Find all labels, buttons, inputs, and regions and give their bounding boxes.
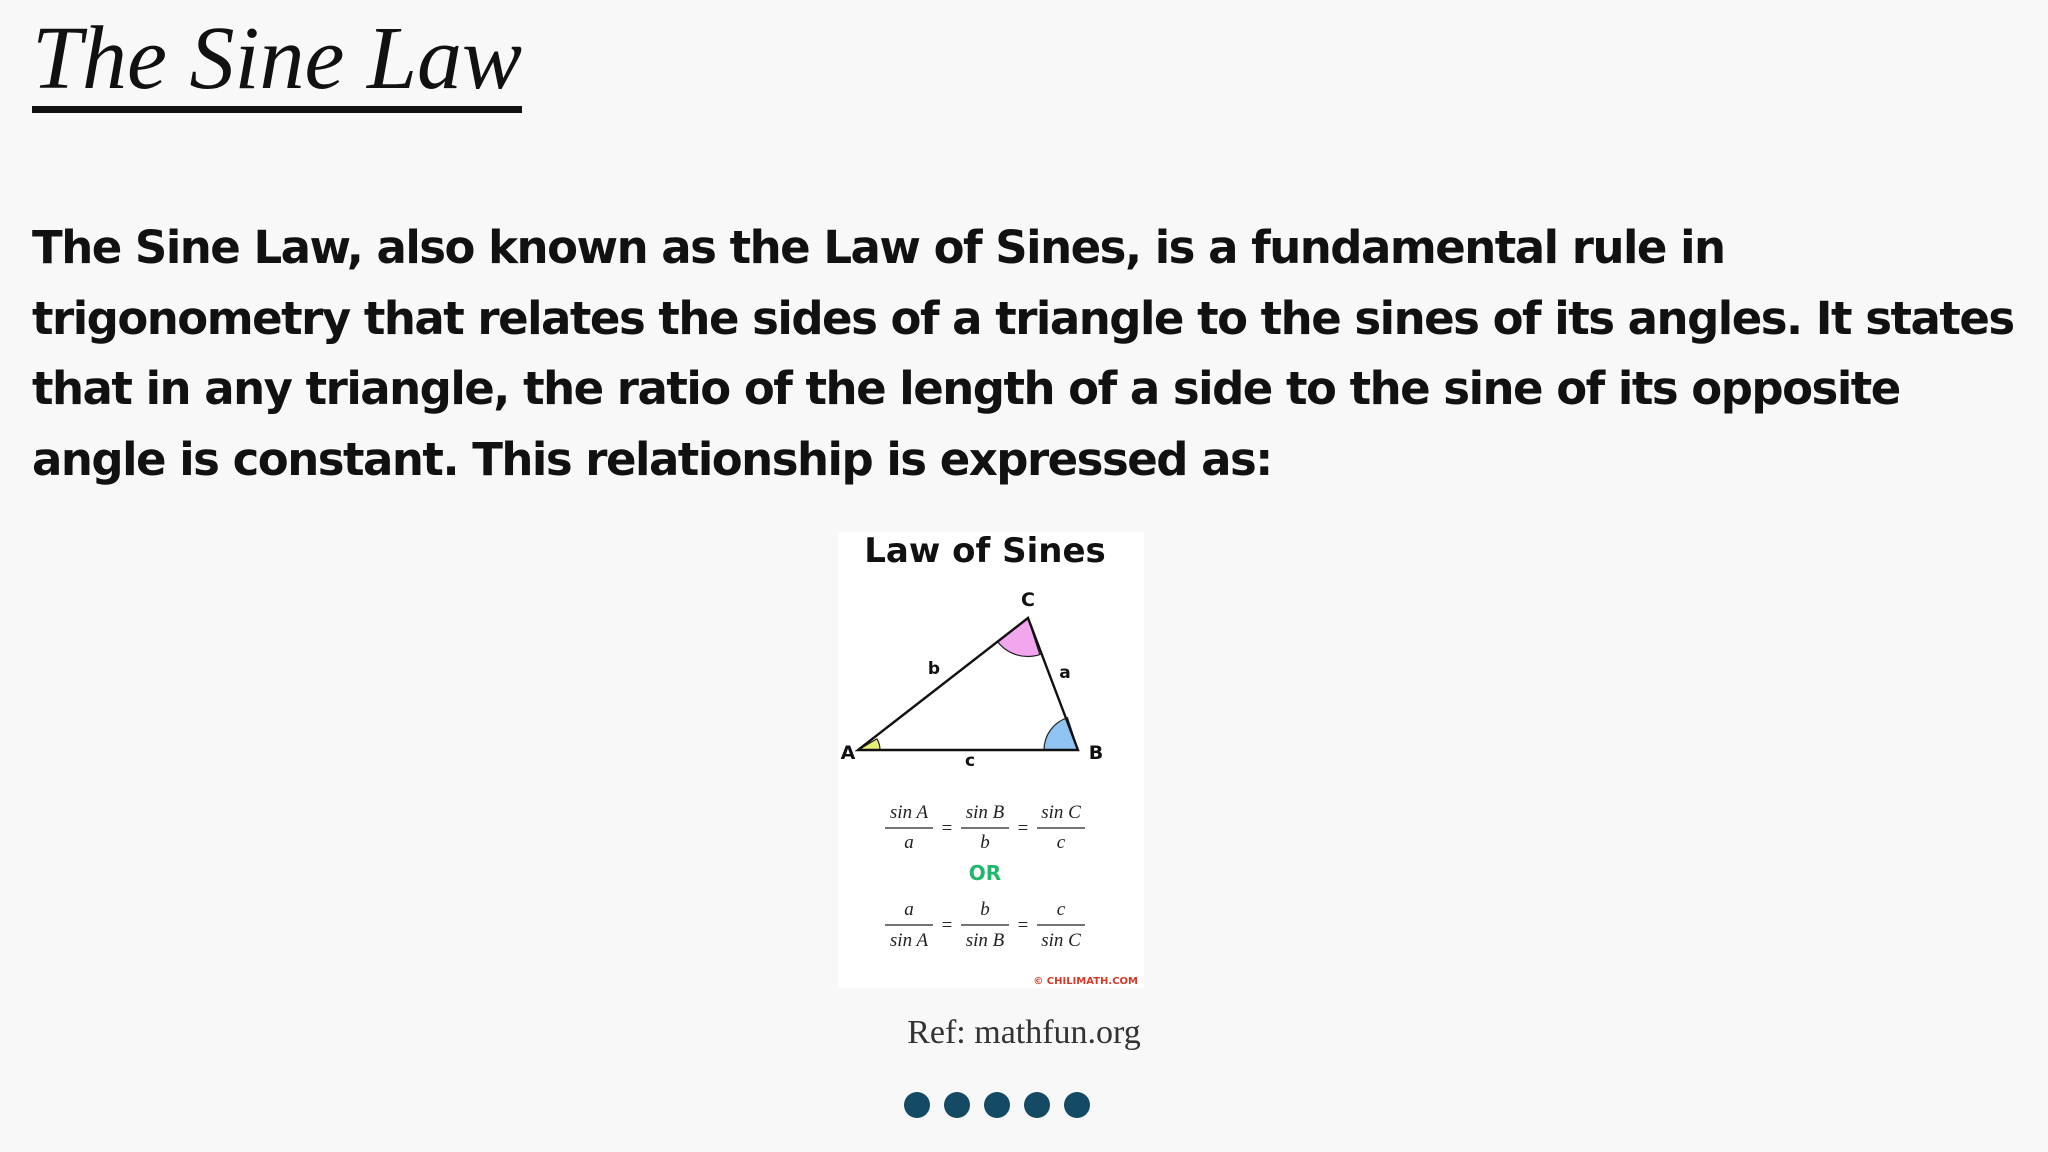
- slide-body-text: The Sine Law, also known as the Law of Sines, is a fundamental rule in trigonometry that relates the sides of a triangle to the sines of its angles. It states that in any triangle, the ratio of the length of a side to the sine of its opposite angle is constant. This relationship is expressed as:: [32, 221, 2014, 486]
- pagination-dots: [904, 1092, 1090, 1118]
- formula1-denominator-a: a: [904, 832, 914, 853]
- formula1-denominator-c: c: [1056, 832, 1066, 853]
- figure-credit: © CHILIMATH.COM: [1033, 976, 1138, 987]
- slide-title: The Sine Law: [32, 14, 522, 113]
- or-label: OR: [968, 861, 1002, 885]
- law-of-sines-figure: [838, 532, 1144, 988]
- vertex-a-label: A: [840, 742, 856, 764]
- side-c-label: c: [964, 751, 976, 771]
- page-dot[interactable]: [1024, 1092, 1050, 1118]
- triangle-shape: [858, 618, 1078, 750]
- formula2-denominator-c: sin C: [1041, 930, 1081, 951]
- vertex-b-label: B: [1088, 742, 1104, 764]
- formula2-numerator-c: c: [1056, 899, 1066, 920]
- formula1-numerator-a: sin A: [889, 802, 929, 823]
- formula1-numerator-b: sin B: [965, 802, 1005, 823]
- page-dot[interactable]: [904, 1092, 930, 1118]
- page-dot[interactable]: [1064, 1092, 1090, 1118]
- formula1-denominator-b: b: [980, 832, 990, 853]
- formula-side-over-sin: [885, 899, 1085, 951]
- reference-caption: Ref: mathfun.org: [907, 1014, 1141, 1051]
- law-of-sines-diagram: [838, 532, 1144, 988]
- vertex-c-label: C: [1021, 589, 1035, 611]
- formula2-equals-1: =: [941, 915, 953, 936]
- formula1-equals-1: =: [941, 818, 953, 839]
- formula1-equals-2: =: [1017, 818, 1029, 839]
- side-a-label: a: [1059, 663, 1071, 683]
- formula1-numerator-c: sin C: [1041, 802, 1081, 823]
- formula2-denominator-a: sin A: [889, 930, 929, 951]
- formula2-numerator-a: a: [904, 899, 914, 920]
- figure-heading: Law of Sines: [864, 532, 1106, 571]
- formula-sin-over-side: [885, 802, 1085, 853]
- page-dot[interactable]: [984, 1092, 1010, 1118]
- formula2-numerator-b: b: [980, 899, 990, 920]
- side-b-label: b: [927, 659, 941, 679]
- formula2-denominator-b: sin B: [965, 930, 1005, 951]
- formula2-equals-2: =: [1017, 915, 1029, 936]
- page-dot[interactable]: [944, 1092, 970, 1118]
